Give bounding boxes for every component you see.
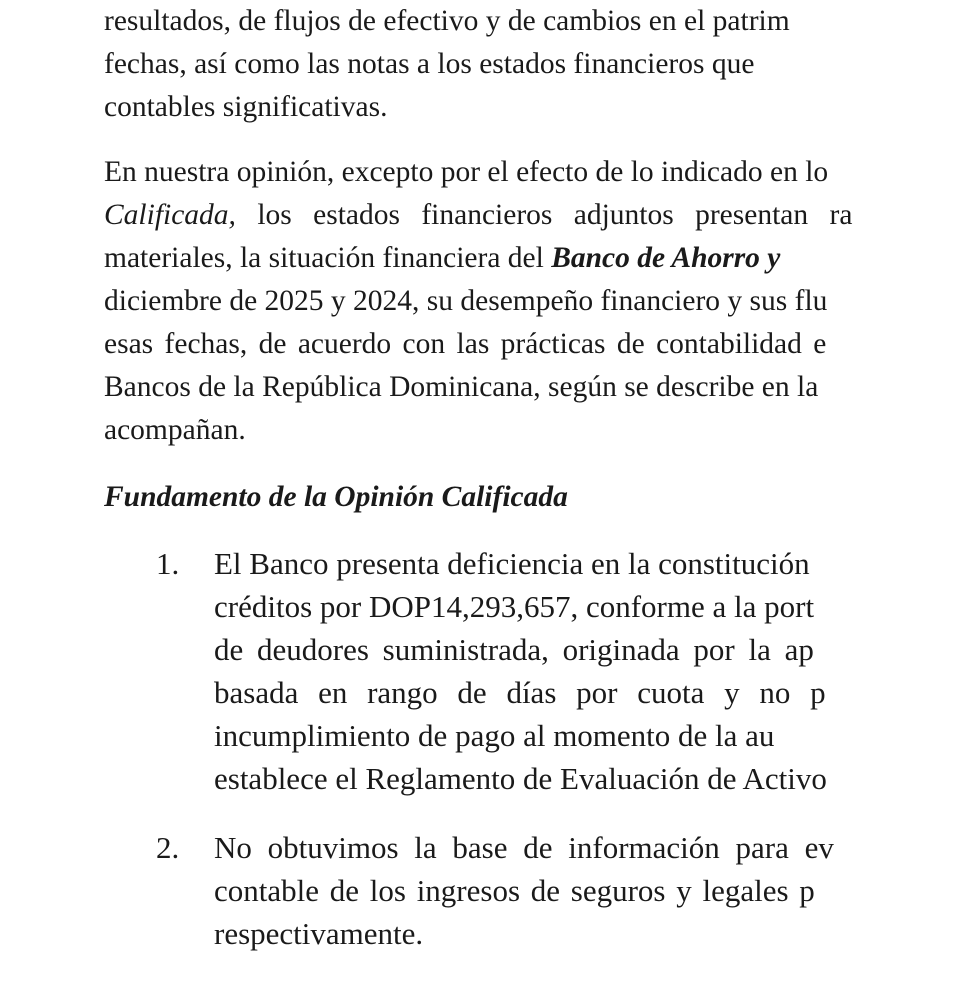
intro-paragraph bbox=[104, 0, 790, 129]
opinion-line-1: En nuestra opinión, excepto por el efecto de lo indicado en lo bbox=[104, 156, 829, 188]
opinion-paragraph bbox=[104, 151, 852, 452]
list-item-line: créditos por DOP14,293,657, conforme a la port bbox=[214, 589, 815, 624]
list-item-line: El Banco presenta deficiencia en la constitución bbox=[214, 546, 810, 581]
list-item-line: incumplimiento de pago al momento de la au bbox=[214, 718, 775, 753]
opinion-line-3-text: materiales, la situación financiera del bbox=[104, 242, 552, 274]
list-item-number: 1. bbox=[156, 546, 180, 581]
list-item-line: de deudores suministrada, originada por la ap bbox=[214, 632, 814, 667]
list-item-text bbox=[214, 542, 827, 800]
opinion-line-2 bbox=[104, 194, 852, 237]
list-item-line: No obtuvimos la base de información para ev bbox=[214, 830, 834, 865]
intro-line-3: contables significativas. bbox=[104, 91, 388, 123]
intro-line-1: resultados, de flujos de efectivo y de cambios en el patrim bbox=[104, 5, 790, 37]
opinion-line-7: acompañan. bbox=[104, 414, 246, 446]
opinion-italic-term: Calificada, bbox=[104, 199, 236, 231]
intro-line-2: fechas, así como las notas a los estados financieros que bbox=[104, 48, 755, 80]
list-item-line: establece el Reglamento de Evaluación de Activo bbox=[214, 761, 827, 796]
opinion-line-5: esas fechas, de acuerdo con las prácticas de contabilidad e bbox=[104, 328, 827, 360]
list-item-line: respectivamente. bbox=[214, 916, 424, 951]
opinion-line-6: Bancos de la República Dominicana, según se describe en la bbox=[104, 371, 819, 403]
list-item-line: basada en rango de días por cuota y no p bbox=[214, 675, 826, 710]
opinion-line-4: diciembre de 2025 y 2024, su desempeño financiero y sus flu bbox=[104, 285, 828, 317]
opinion-line-2-rest: los estados financieros adjuntos presentan ra bbox=[235, 199, 853, 231]
section-heading: Fundamento de la Opinión Calificada bbox=[104, 481, 568, 513]
opinion-line-3 bbox=[104, 237, 852, 280]
bank-name: Banco de Ahorro y bbox=[551, 242, 781, 274]
list-item-number: 2. bbox=[156, 830, 180, 865]
list-item-text bbox=[214, 826, 834, 955]
list-item-line: contable de los ingresos de seguros y legales p bbox=[214, 873, 815, 908]
